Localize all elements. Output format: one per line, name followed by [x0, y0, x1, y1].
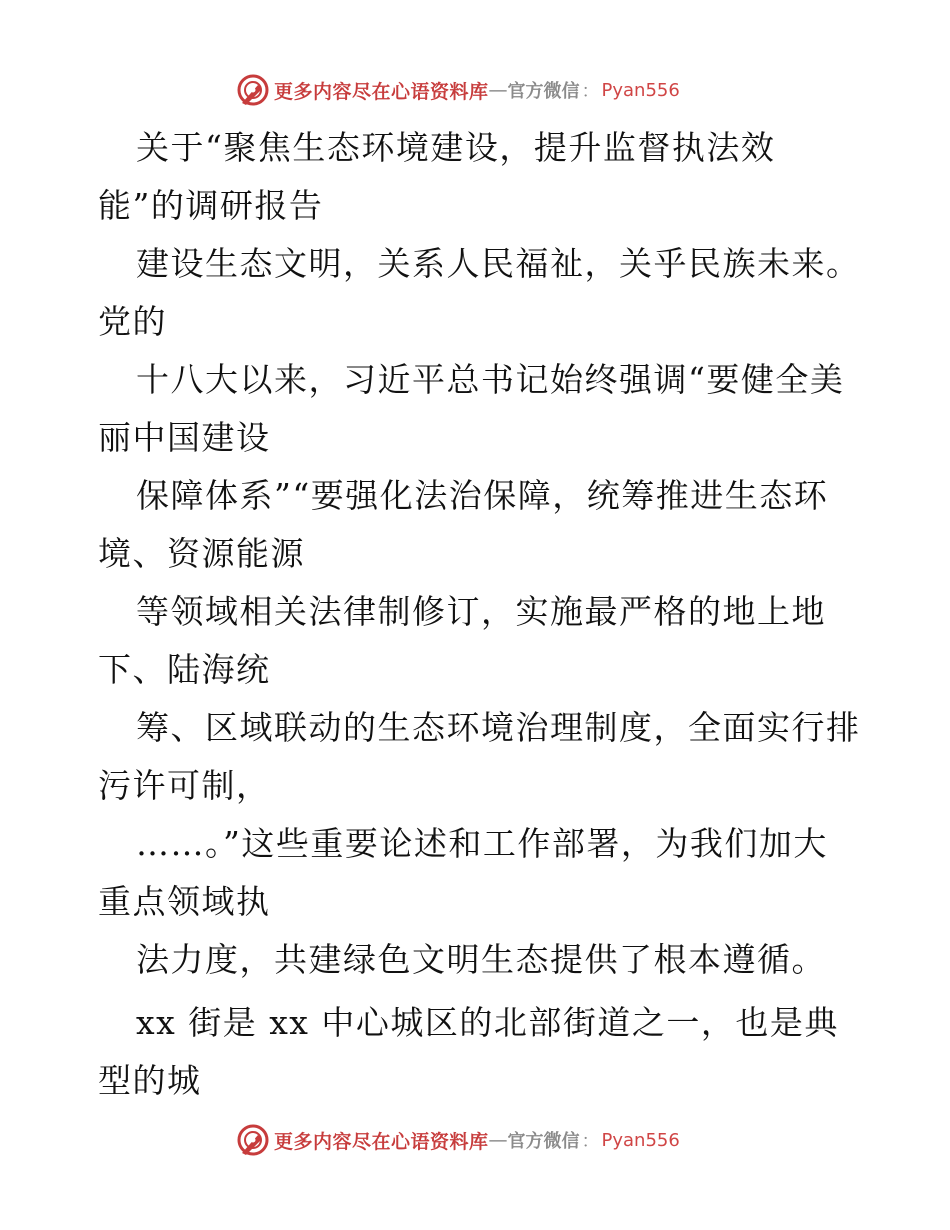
watermark-account: Pyan556	[601, 1129, 680, 1151]
doc-line-17: 型的城	[98, 1061, 202, 1100]
watermark-label: 官方微信	[507, 81, 580, 102]
doc-line-7: 保障体系”“要强化法治保障，统筹推进生态环	[136, 476, 829, 515]
doc-line-1: 关于“聚焦生态环境建设，提升监督执法效	[136, 128, 776, 167]
doc-line-15: 法力度，共建绿色文明生态提供了根本遵循。	[136, 940, 826, 979]
watermark-separator: ：	[581, 81, 600, 102]
footer-watermark	[236, 1122, 680, 1158]
doc-line-14: 重点领域执	[98, 882, 271, 921]
header-watermark	[236, 72, 680, 108]
watermark-account: Pyan556	[601, 79, 680, 101]
doc-line-8: 境、资源能源	[98, 534, 305, 573]
red-seal-logo-icon	[236, 73, 270, 107]
doc-line-9: 等领域相关法律制修订，实施最严格的地上地	[136, 592, 826, 631]
doc-line-12: 污许可制，	[98, 766, 271, 805]
doc-line-11: 筹、区域联动的生态环境治理制度，全面实行排	[136, 708, 861, 747]
watermark-dash: —	[488, 1129, 508, 1151]
watermark-text: 更多内容尽在心语资料库	[274, 80, 489, 103]
watermark-label: 官方微信	[507, 1131, 580, 1152]
red-seal-logo-icon	[236, 1123, 270, 1157]
watermark-dash: —	[488, 79, 508, 101]
doc-line-10: 下、陆海统	[98, 650, 271, 689]
watermark-text: 更多内容尽在心语资料库	[274, 1130, 489, 1153]
watermark-separator: ：	[581, 1131, 600, 1152]
doc-line-6: 丽中国建设	[98, 418, 271, 457]
doc-line-5: 十八大以来，习近平总书记始终强调“要健全美	[136, 360, 845, 399]
doc-line-4: 党的	[98, 302, 167, 341]
doc-line-13: ……。”这些重要论述和工作部署，为我们加大	[136, 824, 828, 863]
doc-line-16: xx 街是 xx 中心城区的北部街道之一，也是典	[136, 1003, 839, 1042]
doc-line-3: 建设生态文明，关系人民福祉，关乎民族未来。	[136, 244, 861, 283]
doc-line-2: 能”的调研报告	[98, 186, 324, 225]
